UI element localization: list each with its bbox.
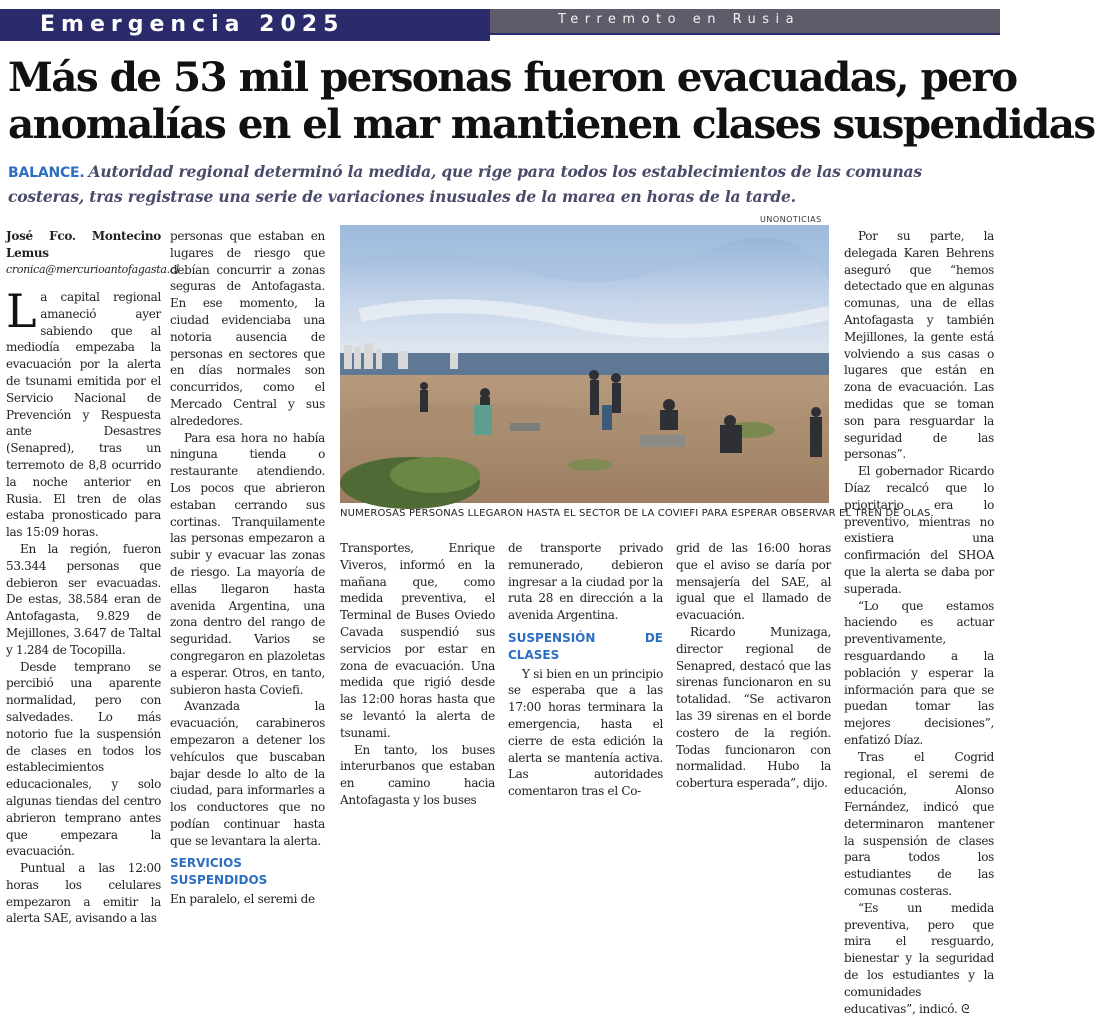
paragraph-text: a capital regional amaneció ayer sabiendo que al mediodía empezaba la evacuación por la alerta de tsunami emitida por el Servicio Nacional de Prevención y Respuesta ante Desastres (Senapred), tras un terremoto de 8,8 ocurrido la noche anterior en Rusia. El tren de olas estaba pronosticado para las 15:09 horas. bbox=[6, 290, 161, 540]
news-photo bbox=[340, 225, 829, 503]
section-title: Emergencia 2025 bbox=[40, 12, 345, 37]
paragraph: “Lo que estamos haciendo es actuar preventivamente, resguardando a la población y esperar la información para que se puedan tomar las mejores decisiones”, enfatizó Díaz. bbox=[844, 598, 994, 747]
byline-email: cronica@mercurioantofagasta.cl bbox=[6, 263, 179, 276]
drop-cap: L bbox=[6, 284, 37, 338]
column-1 bbox=[6, 228, 179, 927]
paragraph: Por su parte, la delegada Karen Behrens aseguró que “hemos detectado que en algunas comunas, una de ellas Antofagasta y también Mejillones, la gente está volviendo a sus casas o lugares que están en zona de evacuación. Las medidas que se toman son para resguardar la seguridad de las personas”. bbox=[844, 229, 994, 462]
paragraph: Ricardo Munizaga, director regional de Senapred, destacó que las sirenas funcionaron en su totalidad. “Se activaron las 39 sirenas en el borde costero de la región. Todas funcionaron con normalidad. Hubo la cobertura esperada”, dijo. bbox=[676, 624, 831, 791]
topic-banner bbox=[490, 9, 1000, 33]
deck bbox=[8, 160, 993, 208]
paragraph: Y si bien en un principio se esperaba que a las 17:00 horas terminara la emergencia, hasta el cierre de esta edición la alerta se mantenía activa. Las autoridades comentaron tras el Co- bbox=[508, 666, 663, 799]
paragraph: En tanto, los buses interurbanos que estaban en camino hacia Antofagasta y los buses bbox=[340, 742, 495, 807]
end-mark-icon: ᘓ bbox=[961, 1001, 970, 1016]
paragraph: de transporte privado remunerado, debieron ingresar a la ciudad por la ruta 28 en dirección a la avenida Argentina. bbox=[508, 541, 663, 623]
headline-line-2: anomalías en el mar mantienen clases suspendidas bbox=[8, 100, 1095, 148]
column-3 bbox=[340, 540, 495, 809]
headline-line-1: Más de 53 mil personas fueron evacuadas, pero bbox=[8, 53, 1017, 101]
paragraph: Puntual a las 12:00 horas los celulares empezaron a emitir la alerta SAE, avisando a las bbox=[6, 861, 161, 926]
photo-caption: NUMEROSAS PERSONAS LLEGARON HASTA EL SECTOR DE LA COVIEFI PARA ESPERAR OBSERVAR EL TREN DE OLAS. bbox=[340, 508, 934, 519]
paragraph: Transportes, Enrique Viveros, informó en la mañana que, como medida preventiva, el Terminal de Buses Oviedo Cavada suspendió sus servicios por estar en zona de evacuación. Una medida que rigió desde las 12:00 horas hasta que se levantó la alerta de tsunami. bbox=[340, 541, 495, 740]
paragraph bbox=[6, 284, 161, 541]
paragraph: Avanzada la evacuación, carabineros empezaron a detener los vehículos que buscaban bajar desde lo alto de la ciudad, para informarles a los conductores que no podían continuar hasta que se levantara la alerta. bbox=[170, 699, 325, 848]
byline-author: José Fco. Montecino Lemus bbox=[6, 229, 161, 260]
paragraph: personas que estaban en lugares de riesgo que debían concurrir a zonas seguras de Antofagasta. En ese momento, la ciudad evidenciaba una notoria ausencia de personas en sectores que en días normales son concurridos, como el Mercado Central y sus alrededores. bbox=[170, 229, 325, 428]
paragraph bbox=[844, 900, 994, 1017]
deck-label: BALANCE. bbox=[8, 165, 85, 181]
header-rule bbox=[490, 33, 1000, 35]
section-banner bbox=[0, 9, 490, 41]
paragraph-text: “Es un medida preventiva, pero que mira el resguardo, bienestar y la seguridad de los estudiantes y la comunidades educativas”, indicó. bbox=[844, 900, 994, 1016]
column-6 bbox=[844, 228, 994, 1017]
paragraph: El gobernador Ricardo Díaz recalcó que lo prioritario era lo preventivo, mientras no existiera una confirmación del SHOA que la alerta se daba por superada. bbox=[844, 464, 994, 596]
paragraph: En paralelo, el seremi de bbox=[170, 892, 315, 907]
topic-title: Terremoto en Rusia bbox=[558, 12, 801, 27]
photo-illustration bbox=[340, 225, 829, 503]
paragraph: Para esa hora no había ninguna tienda o restaurante atendiendo. Los pocos que abrieron estaban cerrando sus cortinas. Tranquilamente las personas empezaron a subir y evacuar las zonas de riesgo. La mayoría de ellas llegaron hasta avenida Argentina, una zona dentro del rango de seguridad. Varios se congregaron en plazoletas a esperar. Otros, en tanto, subieron hasta Coviefi. bbox=[170, 430, 325, 697]
column-2 bbox=[170, 228, 325, 908]
photo-credit: UNONOTICIAS bbox=[760, 215, 822, 224]
column-5 bbox=[676, 540, 831, 792]
column-4 bbox=[508, 540, 663, 800]
subheading-clases: SUSPENSIÓN DE CLASES bbox=[508, 630, 663, 662]
headline bbox=[8, 53, 1095, 148]
paragraph: grid de las 16:00 horas que el aviso se daría por mensajería del SAE, al igual que el llamado de evacuación. bbox=[676, 541, 831, 623]
paragraph: Desde temprano se percibió una aparente normalidad, pero con salvedades. Lo más notorio fue la suspensión de clases en todos los establecimientos educacionales, y solo algunas tiendas del centro abrieron temprano antes que empezara la evacuación. bbox=[6, 659, 161, 859]
paragraph: Tras el Cogrid regional, el seremi de educación, Alonso Fernández, indicó que determinaron mantener la suspensión de clases para todos los estudiantes de las comunas costeras. bbox=[844, 749, 994, 899]
deck-text: Autoridad regional determinó la medida, que rige para todos los establecimientos de las comunas costeras, tras registrase una serie de variaciones inusuales de la marea en horas de la tarde. bbox=[8, 162, 922, 206]
subheading-servicios: SERVICIOS SUSPENDIDOS bbox=[170, 856, 268, 888]
paragraph: En la región, fueron 53.344 personas que debieron ser evacuadas. De estas, 38.584 eran de Antofagasta, 9.829 de Mejillones, 3.647 de Taltal y 1.284 de Tocopilla. bbox=[6, 541, 161, 657]
